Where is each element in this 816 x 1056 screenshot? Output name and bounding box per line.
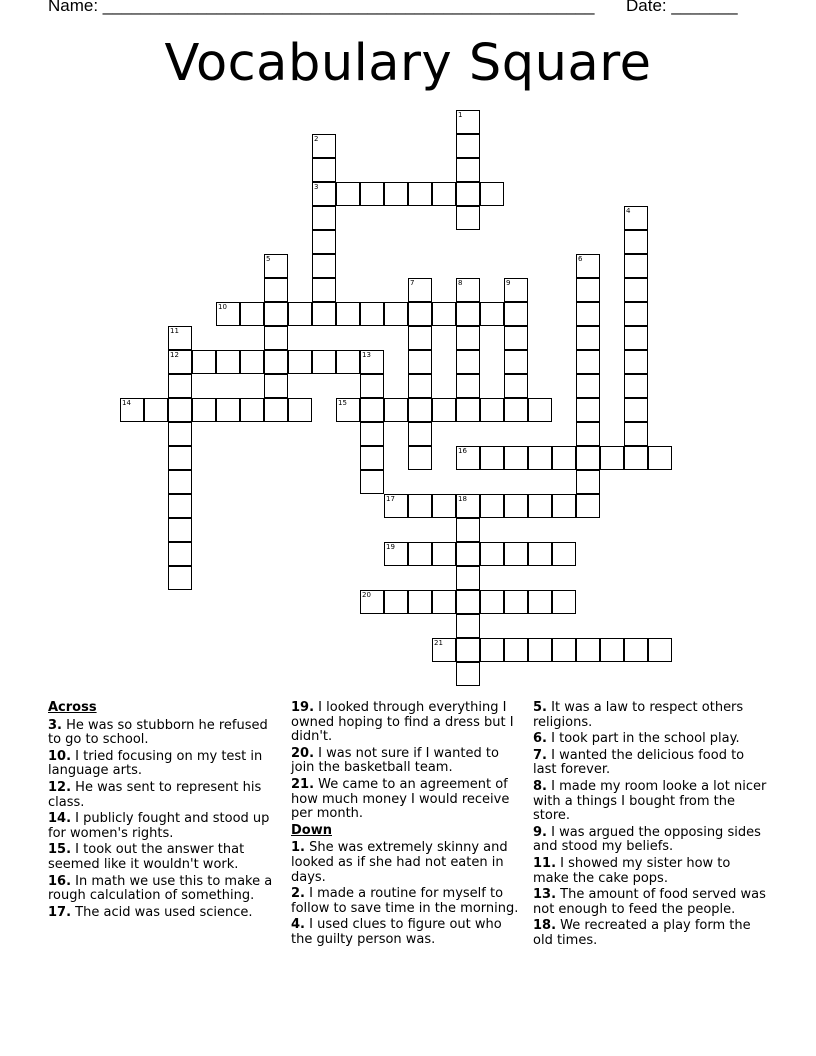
clues-column-1 — [48, 701, 273, 922]
grid-cell[interactable] — [216, 302, 240, 326]
grid-cell[interactable] — [456, 134, 480, 158]
grid-cell[interactable] — [456, 518, 480, 542]
grid-cell[interactable] — [432, 494, 456, 518]
grid-cell[interactable] — [168, 470, 192, 494]
grid-cell[interactable] — [456, 158, 480, 182]
grid-cell[interactable] — [624, 278, 648, 302]
grid-cell[interactable] — [648, 638, 672, 662]
grid-cell[interactable] — [288, 398, 312, 422]
grid-cell[interactable] — [576, 470, 600, 494]
clue-across-19: 19. I looked through everything I owned hoping to find a dress but I didn't. — [291, 700, 514, 745]
clue-number: 12 — [170, 351, 179, 359]
grid-cell[interactable] — [336, 302, 360, 326]
grid-cell[interactable] — [576, 302, 600, 326]
grid-cell[interactable] — [504, 446, 528, 470]
grid-cell[interactable] — [336, 350, 360, 374]
grid-cell[interactable] — [480, 446, 504, 470]
grid-cell[interactable] — [456, 398, 480, 422]
grid-cell[interactable] — [408, 350, 432, 374]
grid-cell[interactable] — [168, 542, 192, 566]
grid-cell[interactable] — [456, 566, 480, 590]
grid-cell[interactable] — [504, 350, 528, 374]
clue-number: 5 — [266, 255, 271, 263]
clue-number: 19 — [386, 543, 395, 551]
clue-down-4: 4. I used clues to figure out who the guilty person was. — [291, 917, 502, 947]
clue-number: 20 — [362, 591, 371, 599]
clue-number: 6 — [578, 255, 583, 263]
grid-cell[interactable] — [456, 662, 480, 686]
grid-cell[interactable] — [408, 326, 432, 350]
grid-cell[interactable] — [528, 638, 552, 662]
clue-number: 7 — [410, 279, 415, 287]
clues-column-2 — [291, 701, 519, 950]
grid-cell[interactable] — [240, 350, 264, 374]
grid-cell[interactable] — [480, 302, 504, 326]
grid-cell[interactable] — [480, 182, 504, 206]
grid-cell[interactable] — [552, 542, 576, 566]
clue-across-14: 14. I publicly fought and stood up for women's rights. — [48, 811, 270, 841]
grid-cell[interactable] — [456, 446, 480, 470]
grid-cell[interactable] — [432, 182, 456, 206]
grid-cell[interactable] — [624, 422, 648, 446]
grid-cell[interactable] — [360, 374, 384, 398]
grid-cell[interactable] — [576, 422, 600, 446]
clue-down-6: 6. I took part in the school play. — [533, 731, 740, 747]
across-heading: Across — [48, 700, 97, 715]
grid-cell[interactable] — [408, 374, 432, 398]
clue-down-9: 9. I was argued the opposing sides and stood my beliefs. — [533, 824, 761, 855]
date-field-label: Date: _______ — [626, 0, 738, 15]
grid-cell[interactable] — [312, 206, 336, 230]
clue-across-3: 3. He was so stubborn he refused to go to school. — [48, 717, 268, 748]
grid-cell[interactable] — [480, 494, 504, 518]
grid-cell[interactable] — [624, 230, 648, 254]
grid-cell[interactable] — [336, 182, 360, 206]
grid-cell[interactable] — [504, 590, 528, 614]
grid-cell[interactable] — [576, 278, 600, 302]
clue-number: 21 — [434, 639, 443, 647]
grid-cell[interactable] — [264, 374, 288, 398]
grid-cell[interactable] — [312, 350, 336, 374]
grid-cell[interactable] — [312, 278, 336, 302]
grid-cell[interactable] — [144, 398, 168, 422]
clue-across-16: 16. In math we use this to make a rough calculation of something. — [48, 873, 273, 904]
grid-cell[interactable] — [360, 398, 384, 422]
grid-cell[interactable] — [576, 398, 600, 422]
grid-cell[interactable] — [504, 638, 528, 662]
clue-number: 1 — [458, 111, 463, 119]
grid-cell[interactable] — [504, 374, 528, 398]
grid-cell[interactable] — [600, 638, 624, 662]
clue-number: 13 — [362, 351, 371, 359]
grid-cell[interactable] — [456, 494, 480, 518]
grid-cell[interactable] — [408, 302, 432, 326]
clue-down-2: 2. I made a routine for myself to follow to save time in the morning. — [291, 886, 519, 916]
grid-cell[interactable] — [264, 326, 288, 350]
grid-cell[interactable] — [168, 446, 192, 470]
grid-cell[interactable] — [504, 542, 528, 566]
grid-cell[interactable] — [576, 446, 600, 470]
grid-cell[interactable] — [624, 206, 648, 230]
grid-cell[interactable] — [408, 590, 432, 614]
grid-cell[interactable] — [168, 350, 192, 374]
name-field-label: Name: ____________________________________________________ — [48, 0, 595, 15]
grid-cell[interactable] — [384, 542, 408, 566]
clue-down-18: 18. We recreated a play form the old times. — [533, 918, 751, 948]
grid-cell[interactable] — [312, 134, 336, 158]
grid-cell[interactable] — [576, 638, 600, 662]
grid-cell[interactable] — [264, 302, 288, 326]
grid-cell[interactable] — [504, 398, 528, 422]
clue-number: 18 — [458, 495, 467, 503]
grid-cell[interactable] — [360, 422, 384, 446]
grid-cell[interactable] — [456, 302, 480, 326]
grid-cell[interactable] — [624, 302, 648, 326]
clue-across-15: 15. I took out the answer that seemed like it wouldn't work. — [48, 842, 245, 872]
grid-cell[interactable] — [576, 326, 600, 350]
grid-cell[interactable] — [432, 542, 456, 566]
grid-cell[interactable] — [456, 182, 480, 206]
grid-cell[interactable] — [504, 326, 528, 350]
grid-cell[interactable] — [624, 638, 648, 662]
grid-cell[interactable] — [384, 182, 408, 206]
grid-cell[interactable] — [384, 590, 408, 614]
grid-cell[interactable] — [552, 446, 576, 470]
grid-cell[interactable] — [624, 350, 648, 374]
clue-number: 15 — [338, 399, 347, 407]
clue-number: 16 — [458, 447, 467, 455]
clue-across-20: 20. I was not sure if I wanted to join the basketball team. — [291, 745, 499, 776]
grid-cell[interactable] — [504, 302, 528, 326]
grid-cell[interactable] — [456, 350, 480, 374]
grid-cell[interactable] — [384, 302, 408, 326]
grid-cell[interactable] — [240, 302, 264, 326]
grid-cell[interactable] — [360, 590, 384, 614]
clue-number: 10 — [218, 303, 227, 311]
grid-cell[interactable] — [312, 158, 336, 182]
grid-cell[interactable] — [216, 398, 240, 422]
grid-cell[interactable] — [432, 638, 456, 662]
grid-cell[interactable] — [312, 230, 336, 254]
grid-cell[interactable] — [312, 254, 336, 278]
grid-cell[interactable] — [216, 350, 240, 374]
grid-cell[interactable] — [480, 542, 504, 566]
grid-cell[interactable] — [408, 398, 432, 422]
grid-cell[interactable] — [120, 398, 144, 422]
grid-cell[interactable] — [384, 494, 408, 518]
grid-cell[interactable] — [264, 350, 288, 374]
grid-cell[interactable] — [576, 254, 600, 278]
grid-cell[interactable] — [264, 398, 288, 422]
grid-cell[interactable] — [504, 278, 528, 302]
clue-down-5: 5. It was a law to respect others religions. — [533, 700, 744, 730]
grid-cell[interactable] — [552, 638, 576, 662]
grid-cell[interactable] — [384, 398, 408, 422]
grid-cell[interactable] — [456, 374, 480, 398]
grid-cell[interactable] — [528, 494, 552, 518]
grid-cell[interactable] — [480, 398, 504, 422]
grid-cell[interactable] — [528, 590, 552, 614]
page-title: Vocabulary Square — [164, 34, 652, 93]
grid-cell[interactable] — [624, 326, 648, 350]
grid-cell[interactable] — [528, 542, 552, 566]
grid-cell[interactable] — [432, 398, 456, 422]
grid-cell[interactable] — [168, 398, 192, 422]
grid-cell[interactable] — [408, 494, 432, 518]
grid-cell[interactable] — [576, 494, 600, 518]
grid-cell[interactable] — [576, 350, 600, 374]
grid-cell[interactable] — [456, 206, 480, 230]
grid-cell[interactable] — [624, 398, 648, 422]
clue-across-10: 10. I tried focusing on my test in language arts. — [48, 748, 263, 779]
clue-number: 14 — [122, 399, 131, 407]
clue-across-12: 12. He was sent to represent his class. — [48, 779, 262, 810]
grid-cell[interactable] — [168, 566, 192, 590]
grid-cell[interactable] — [456, 110, 480, 134]
grid-cell[interactable] — [360, 470, 384, 494]
clue-down-13: 13. The amount of food served was not enough to feed the people. — [533, 887, 766, 917]
clue-across-17: 17. The acid was used science. — [48, 904, 253, 920]
grid-cell[interactable] — [528, 446, 552, 470]
grid-cell[interactable] — [360, 182, 384, 206]
clue-number: 2 — [314, 135, 319, 143]
grid-cell[interactable] — [240, 398, 264, 422]
grid-cell[interactable] — [360, 302, 384, 326]
clue-number: 17 — [386, 495, 395, 503]
grid-cell[interactable] — [288, 302, 312, 326]
grid-cell[interactable] — [456, 326, 480, 350]
clue-number: 4 — [626, 207, 631, 215]
grid-cell[interactable] — [192, 350, 216, 374]
grid-cell[interactable] — [168, 518, 192, 542]
grid-cell[interactable] — [408, 542, 432, 566]
grid-cell[interactable] — [624, 374, 648, 398]
grid-cell[interactable] — [456, 614, 480, 638]
clue-down-8: 8. I made my room looke a lot nicer with a things I bought from the store. — [533, 778, 767, 824]
grid-cell[interactable] — [168, 374, 192, 398]
down-heading: Down — [291, 822, 332, 838]
grid-cell[interactable] — [648, 446, 672, 470]
grid-cell[interactable] — [408, 446, 432, 470]
clue-number: 3 — [314, 183, 319, 191]
clue-down-7: 7. I wanted the delicious food to last forever. — [533, 747, 745, 778]
grid-cell[interactable] — [432, 302, 456, 326]
grid-cell[interactable] — [168, 326, 192, 350]
grid-cell[interactable] — [168, 422, 192, 446]
grid-cell[interactable] — [528, 398, 552, 422]
clue-number: 9 — [506, 279, 511, 287]
grid-cell[interactable] — [336, 398, 360, 422]
grid-cell[interactable] — [312, 302, 336, 326]
grid-cell[interactable] — [312, 182, 336, 206]
clue-across-21: 21. We came to an agreement of how much money I would receive per month. — [291, 776, 510, 822]
grid-cell[interactable] — [408, 422, 432, 446]
grid-cell[interactable] — [192, 398, 216, 422]
clue-down-1: 1. She was extremely skinny and looked as if she had not eaten in days. — [291, 840, 508, 885]
clue-number: 11 — [170, 327, 179, 335]
grid-cell[interactable] — [408, 182, 432, 206]
grid-cell[interactable] — [624, 254, 648, 278]
grid-cell[interactable] — [480, 590, 504, 614]
clues-column-3 — [533, 701, 768, 951]
grid-cell[interactable] — [456, 638, 480, 662]
grid-cell[interactable] — [624, 446, 648, 470]
grid-cell[interactable] — [288, 350, 312, 374]
grid-cell[interactable] — [360, 350, 384, 374]
grid-cell[interactable] — [456, 542, 480, 566]
grid-cell[interactable] — [552, 494, 576, 518]
grid-cell[interactable] — [504, 494, 528, 518]
grid-cell[interactable] — [360, 446, 384, 470]
grid-cell[interactable] — [456, 590, 480, 614]
grid-cell[interactable] — [480, 638, 504, 662]
grid-cell[interactable] — [264, 278, 288, 302]
clue-down-11: 11. I showed my sister how to make the cake pops. — [533, 855, 731, 886]
grid-cell[interactable] — [432, 590, 456, 614]
grid-cell[interactable] — [264, 254, 288, 278]
clue-number: 8 — [458, 279, 463, 287]
grid-cell[interactable] — [168, 494, 192, 518]
grid-cell[interactable] — [600, 446, 624, 470]
grid-cell[interactable] — [456, 278, 480, 302]
grid-cell[interactable] — [552, 590, 576, 614]
grid-cell[interactable] — [408, 278, 432, 302]
grid-cell[interactable] — [576, 374, 600, 398]
